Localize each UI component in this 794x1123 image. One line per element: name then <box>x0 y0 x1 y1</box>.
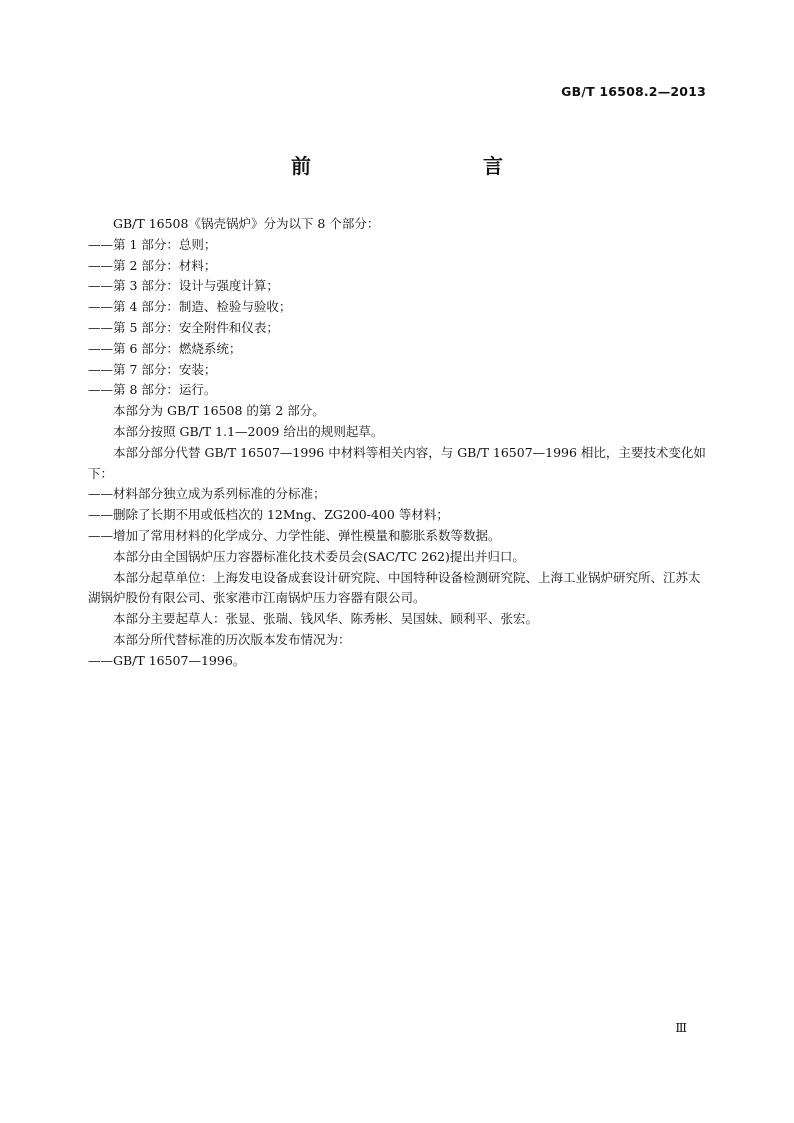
list-item-history-1: ——GB/T 16507—1996。 <box>88 652 246 668</box>
list-item-part-3: ——第 3 部分：设计与强度计算； <box>88 278 279 294</box>
paragraph-drafters: 本部分主要起草人：张显、张瑞、钱风华、陈秀彬、吴国妹、顾利平、张宏。 <box>113 611 539 627</box>
list-item-part-5: ——第 5 部分：安全附件和仪表； <box>88 319 279 335</box>
standard-code: GB/T 16508.2—2013 <box>561 84 706 99</box>
list-item-part-1: ——第 1 部分：总则； <box>88 236 217 252</box>
list-item-change-1: ——材料部分独立成为系列标准的分标准； <box>88 486 326 502</box>
page-number: Ⅲ <box>675 1021 687 1035</box>
page-title: 前 言 <box>291 154 547 178</box>
list-item-change-2: ——删除了长期不用或低档次的 12Mng、ZG200-400 等材料； <box>88 507 449 523</box>
paragraph-proposer: 本部分由全国锅炉压力容器标准化技术委员会(SAC/TC 262)提出并归口。 <box>113 548 525 564</box>
list-item-part-4: ——第 4 部分：制造、检验与验收； <box>88 299 292 315</box>
list-item-change-3: ——增加了常用材料的化学成分、力学性能、弹性模量和膨胀系数等数据。 <box>88 527 501 543</box>
paragraph-drafting-rules: 本部分按照 GB/T 1.1—2009 给出的规则起草。 <box>113 423 384 439</box>
list-item-part-8: ——第 8 部分：运行。 <box>88 382 217 398</box>
paragraph-replacement: 本部分部分代替 GB/T 16507—1996 中材料等相关内容，与 GB/T 16507—1996 相比，主要技术变化如下： <box>88 444 706 481</box>
paragraph-drafting-units: 本部分起草单位：上海发电设备成套设计研究院、中国特种设备检测研究院、上海工业锅炉研究所、江苏太湖锅炉股份有限公司、张家港市江南锅炉压力容器有限公司。 <box>88 569 701 606</box>
list-item-part-2: ——第 2 部分：材料； <box>88 257 217 273</box>
list-item-part-7: ——第 7 部分：安装； <box>88 361 217 377</box>
paragraph-part-statement: 本部分为 GB/T 16508 的第 2 部分。 <box>113 403 325 419</box>
document-body <box>88 214 708 672</box>
paragraph-history: 本部分所代替标准的历次版本发布情况为： <box>113 631 351 647</box>
paragraph-series-intro: GB/T 16508《锅壳锅炉》分为以下 8 个部分： <box>113 216 380 231</box>
list-item-part-6: ——第 6 部分：燃烧系统； <box>88 340 242 356</box>
